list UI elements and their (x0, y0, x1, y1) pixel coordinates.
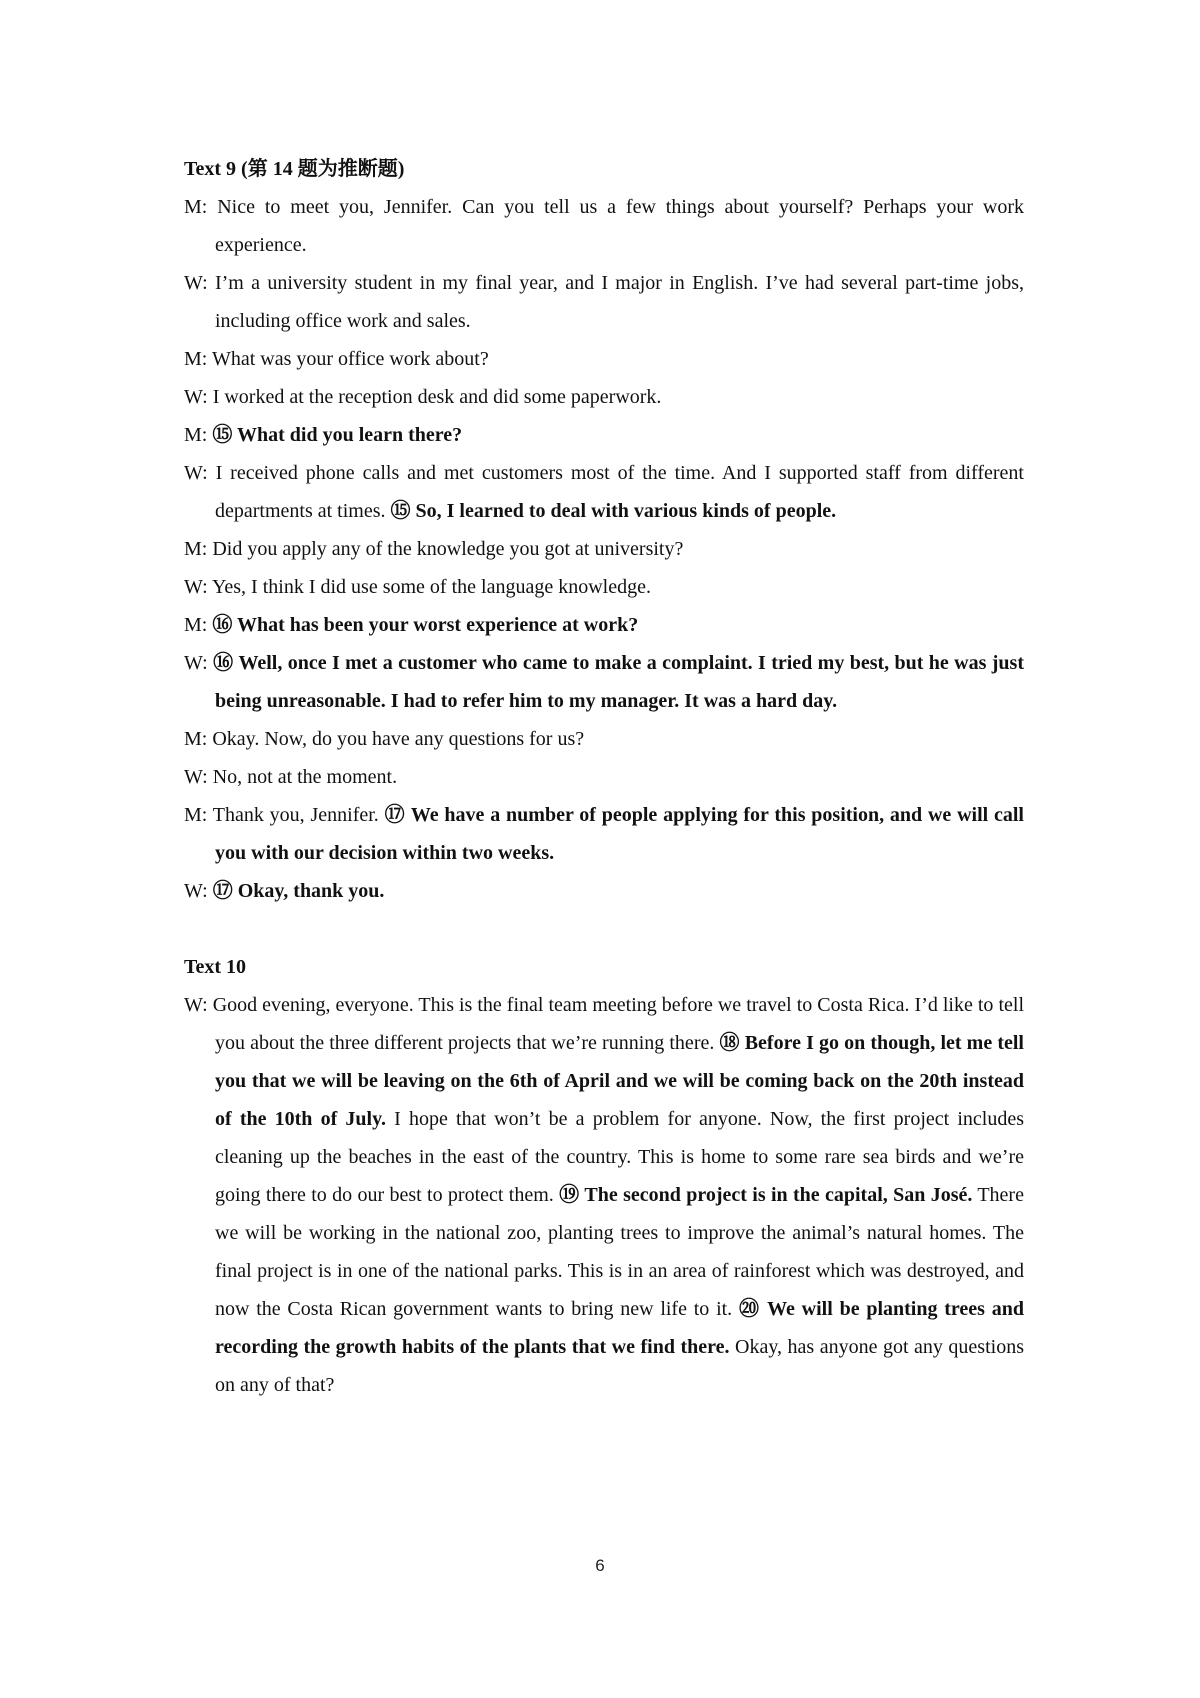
dialogue-text: M: (184, 424, 213, 446)
dialogue-text: There we will be working in the national zoo, planting trees to improve the animal’s natural homes. The final project is in one of the national parks. This is in an area of rainforest which was destroyed, and now the Costa Rican government wants to bring new life to it. (215, 1184, 1024, 1320)
dialogue-text: M: Did you apply any of the knowledge you got at university? (184, 538, 684, 560)
dialogue-text: W: (184, 880, 213, 902)
dialogue-line (184, 758, 1024, 796)
dialogue-line (184, 606, 1024, 644)
dialogue-text: M: Okay. Now, do you have any questions for us? (184, 728, 585, 750)
dialogue-text: W: Yes, I think I did use some of the language knowledge. (184, 576, 651, 598)
answer-highlight: ⑯ What has been your worst experience at work? (212, 614, 639, 636)
dialogue-lines (184, 986, 1024, 1404)
dialogue-text: M: (184, 614, 213, 636)
dialogue-line (184, 264, 1024, 340)
section-heading: Text 10 (184, 956, 247, 978)
dialogue-lines (184, 188, 1024, 910)
dialogue-line (184, 986, 1024, 1404)
dialogue-line (184, 530, 1024, 568)
dialogue-line (184, 872, 1024, 910)
dialogue-line (184, 416, 1024, 454)
answer-highlight: ⑱ Before I go on though, let me tell you that we will be leaving on the 6th of April and we will be coming back on the 20th instead of the 10th of July. (215, 1032, 1024, 1130)
answer-highlight: ⑮ What did you learn there? (212, 424, 463, 446)
dialogue-text: W: I received phone calls and met customers most of the time. And I supported staff from different departments at times. (184, 462, 1024, 522)
document-page (184, 150, 1024, 1404)
dialogue-text: W: I worked at the reception desk and did some paperwork. (184, 386, 662, 408)
dialogue-text: Okay, has anyone got any questions on any of that? (215, 1336, 1024, 1396)
dialogue-text: M: Nice to meet you, Jennifer. Can you tell us a few things about yourself? Perhaps your work experience. (184, 196, 1024, 256)
dialogue-text: W: No, not at the moment. (184, 766, 398, 788)
page-number: 6 (595, 1556, 605, 1575)
dialogue-text: I hope that won’t be a problem for anyone. Now, the first project includes cleaning up the beaches in the east of the country. This is home to some rare sea birds and we’re going there to do our best to protect them. (215, 1108, 1024, 1206)
answer-highlight: ⑯ Well, once I met a customer who came to make a complaint. I tried my best, but he was just being unreasonable. I had to refer him to my manager. It was a hard day. (213, 652, 1024, 712)
section-text-10 (184, 948, 1024, 1404)
answer-highlight: ⑰ We have a number of people applying for this position, and we will call you with our decision within two weeks. (215, 804, 1024, 864)
dialogue-line (184, 796, 1024, 872)
dialogue-line (184, 720, 1024, 758)
dialogue-text: W: I’m a university student in my final year, and I major in English. I’ve had several part-time jobs, including office work and sales. (184, 272, 1024, 332)
dialogue-line (184, 340, 1024, 378)
dialogue-line (184, 378, 1024, 416)
dialogue-line (184, 568, 1024, 606)
dialogue-line (184, 454, 1024, 530)
dialogue-text: W: (184, 652, 214, 674)
section-heading: Text 9 (第 14 题为推断题) (184, 158, 405, 180)
section-text-9 (184, 150, 1024, 910)
dialogue-line (184, 644, 1024, 720)
answer-highlight: ⑮ So, I learned to deal with various kinds of people. (390, 500, 837, 522)
answer-highlight: ⑰ Okay, thank you. (212, 880, 385, 902)
dialogue-text: W: Good evening, everyone. This is the final team meeting before we travel to Costa Rica. I’d like to tell you about the three different projects that we’re running there. (184, 994, 1024, 1054)
dialogue-text: M: Thank you, Jennifer. (184, 804, 385, 826)
dialogue-line (184, 188, 1024, 264)
dialogue-text: M: What was your office work about? (184, 348, 489, 370)
answer-highlight: ⑲ The second project is in the capital, San José. (559, 1184, 973, 1206)
answer-highlight: ⑳ We will be planting trees and recording the growth habits of the plants that we find there. (215, 1298, 1024, 1358)
